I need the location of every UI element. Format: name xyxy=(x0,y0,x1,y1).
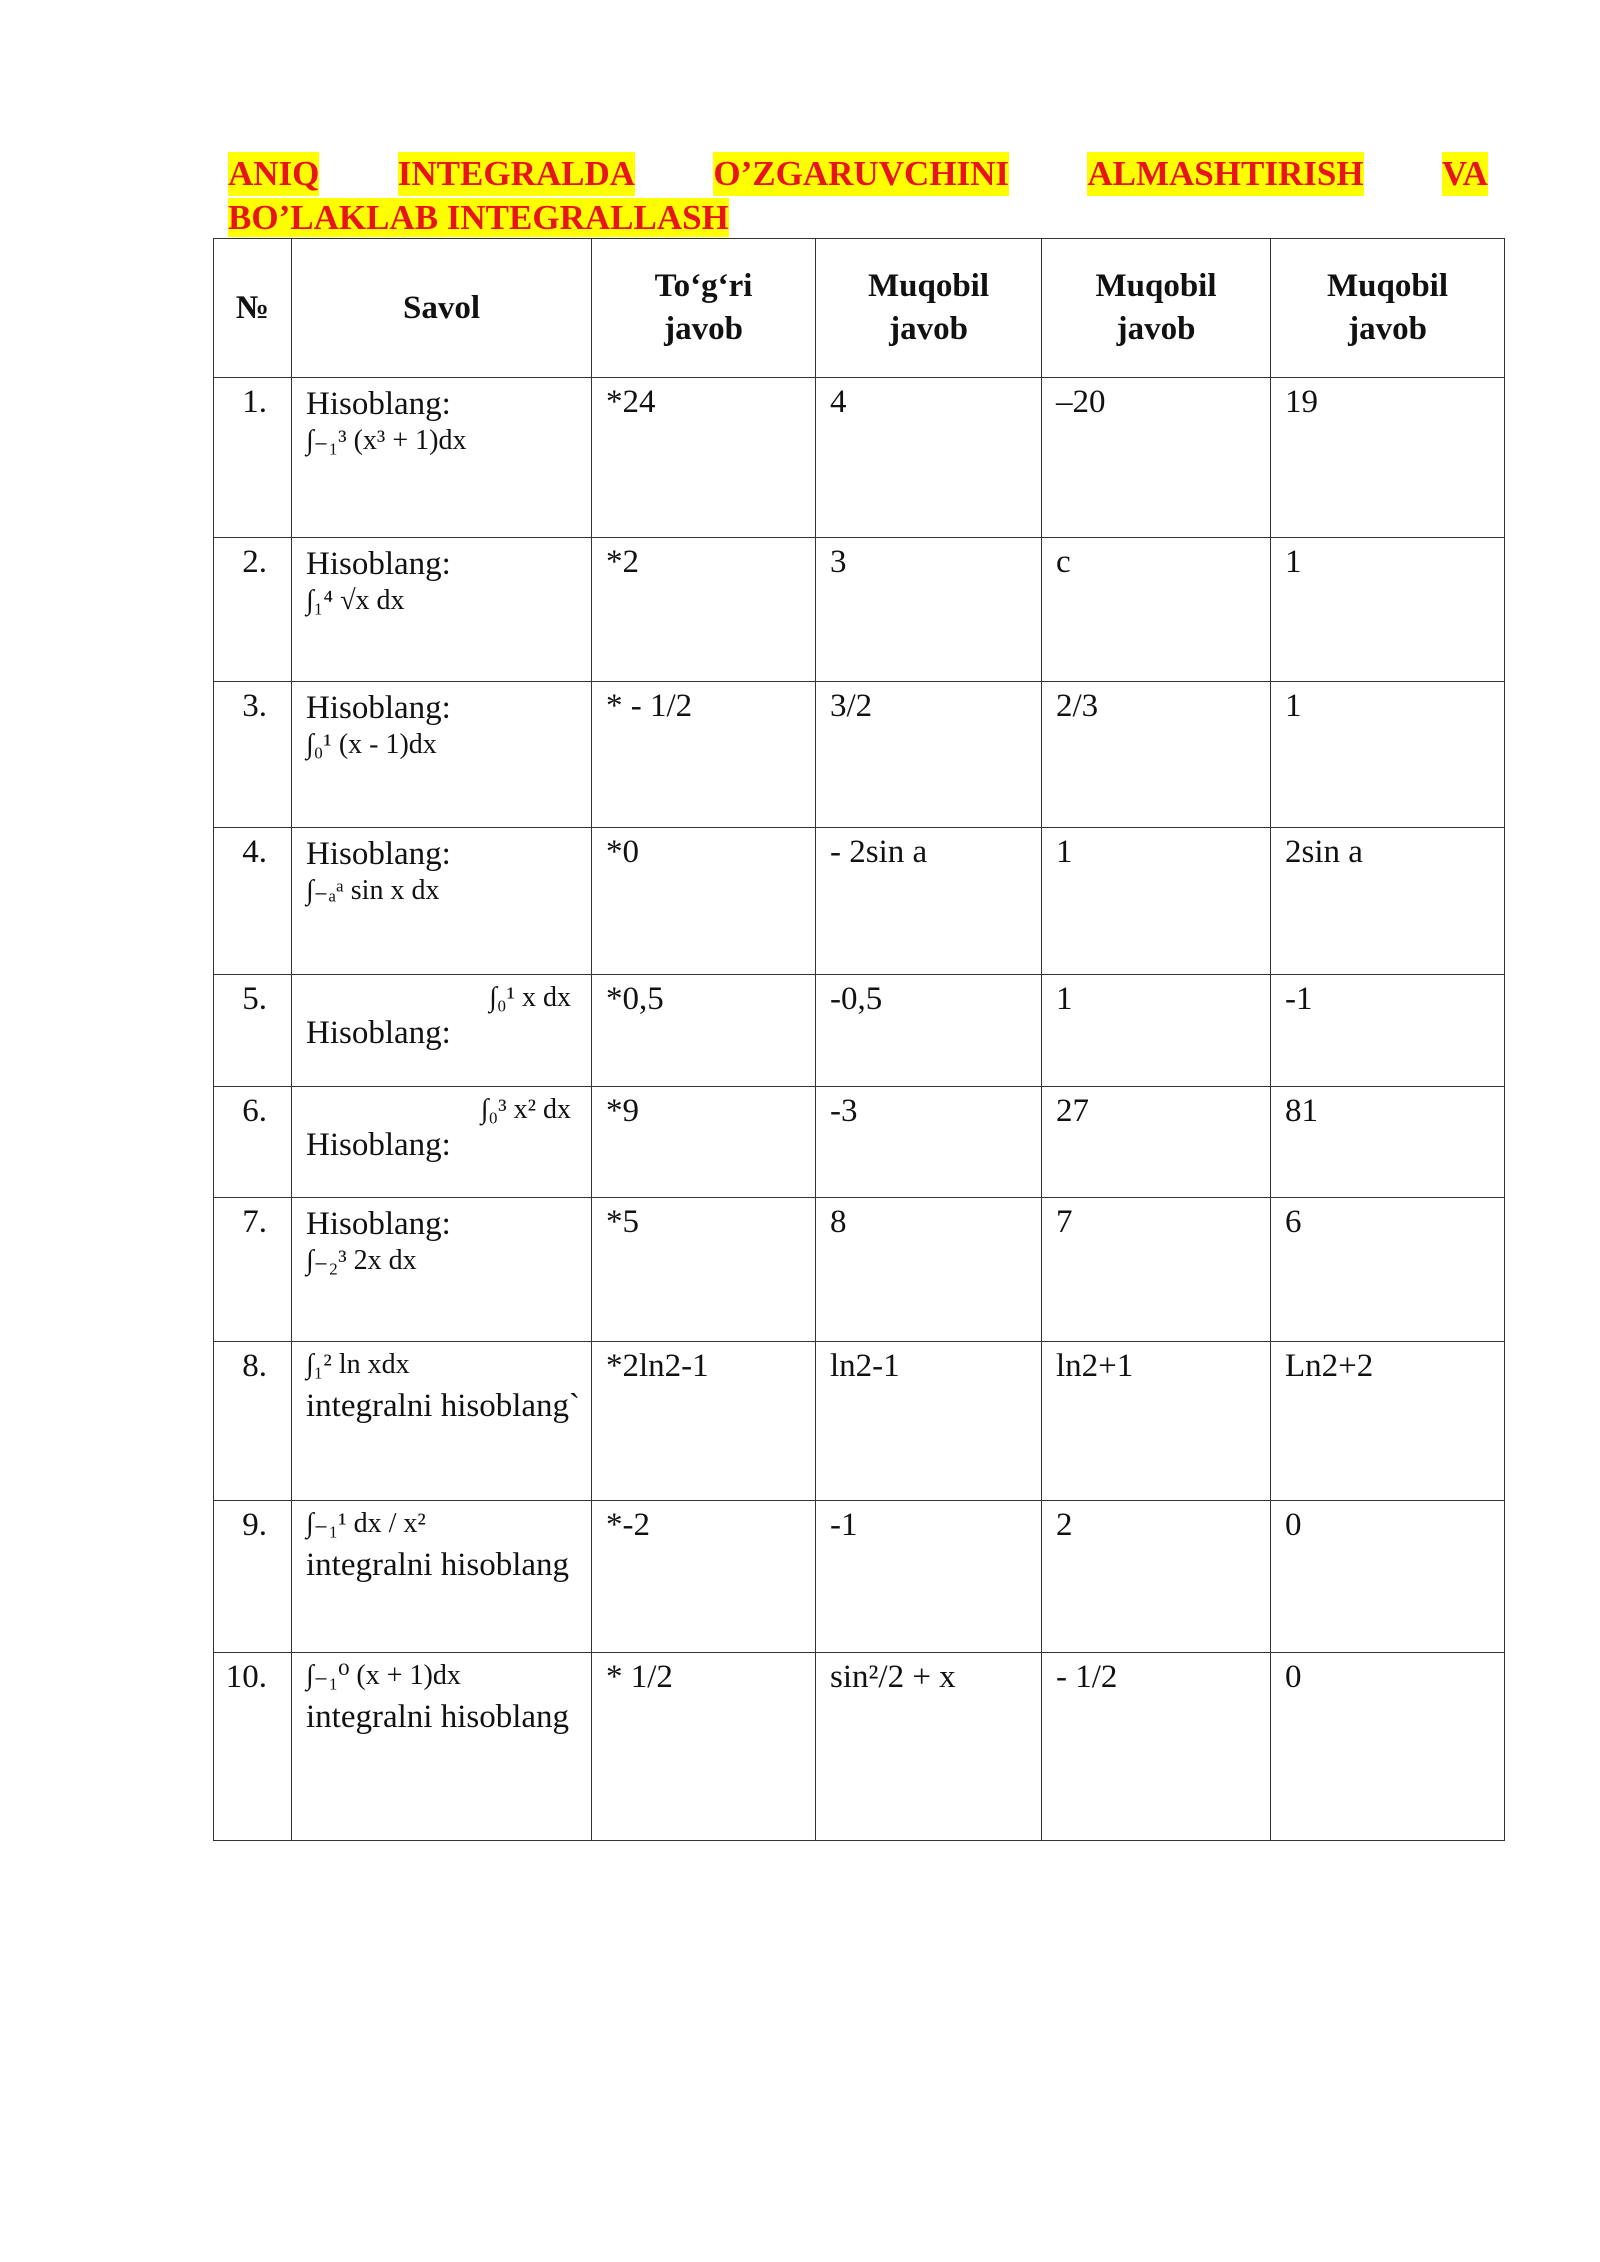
alternative-answer: 2 xyxy=(1042,1501,1271,1653)
question-label: Hisoblang: xyxy=(306,690,451,726)
row-number: 10. xyxy=(214,1653,292,1841)
correct-answer: * - 1/2 xyxy=(592,682,816,828)
correct-answer: *0 xyxy=(592,828,816,975)
alternative-answer: -3 xyxy=(816,1087,1042,1198)
alternative-answer: -0,5 xyxy=(816,975,1042,1087)
alternative-answer: 1 xyxy=(1271,538,1505,682)
header-alternative-3: Muqobil javob xyxy=(1271,239,1505,378)
alternative-answer: 7 xyxy=(1042,1198,1271,1342)
alternative-answer: -1 xyxy=(1271,975,1505,1087)
question-label: integralni hisoblang xyxy=(306,1699,570,1735)
row-number: 6. xyxy=(214,1087,292,1198)
alternative-answer: 3/2 xyxy=(816,682,1042,828)
row-number: 5. xyxy=(214,975,292,1087)
alternative-answer: 81 xyxy=(1271,1087,1505,1198)
question-label: Hisoblang: xyxy=(306,1206,451,1242)
correct-answer: *5 xyxy=(592,1198,816,1342)
table-row xyxy=(214,975,1505,1087)
alternative-answer: 1 xyxy=(1271,682,1505,828)
integral-formula: ∫₋₁³ (x³ + 1)dx xyxy=(306,425,467,456)
table-row xyxy=(214,1342,1505,1501)
integral-formula: ∫₀¹ x dx xyxy=(489,982,571,1013)
correct-answer: *24 xyxy=(592,378,816,538)
alternative-answer: 27 xyxy=(1042,1087,1271,1198)
alternative-answer: 8 xyxy=(816,1198,1042,1342)
table-row xyxy=(214,1087,1505,1198)
correct-answer: *9 xyxy=(592,1087,816,1198)
integral-formula: ∫₋₂³ 2x dx xyxy=(306,1245,417,1276)
question-cell xyxy=(292,378,592,538)
question-cell xyxy=(292,538,592,682)
alternative-answer: 6 xyxy=(1271,1198,1505,1342)
table-row xyxy=(214,682,1505,828)
alternative-answer: c xyxy=(1042,538,1271,682)
correct-answer: *-2 xyxy=(592,1501,816,1653)
alternative-answer: -1 xyxy=(816,1501,1042,1653)
row-number: 7. xyxy=(214,1198,292,1342)
alternative-answer: Ln2+2 xyxy=(1271,1342,1505,1501)
question-label: Hisoblang: xyxy=(306,1127,451,1163)
title-line-2: BO’LAKLAB INTEGRALLASH xyxy=(228,198,729,237)
integral-formula: ∫₋ₐᵃ sin x dx xyxy=(306,875,440,906)
correct-answer: *2ln2-1 xyxy=(592,1342,816,1501)
question-label: Hisoblang: xyxy=(306,546,451,582)
header-number: № xyxy=(214,239,292,378)
question-cell xyxy=(292,1501,592,1653)
title-line-1 xyxy=(228,152,1488,196)
question-cell xyxy=(292,682,592,828)
integral-formula: ∫₀³ x² dx xyxy=(480,1094,571,1125)
row-number: 2. xyxy=(214,538,292,682)
question-cell xyxy=(292,1087,592,1198)
alternative-answer: 2/3 xyxy=(1042,682,1271,828)
header-alternative-1: Muqobil javob xyxy=(816,239,1042,378)
table-row xyxy=(214,1501,1505,1653)
alternative-answer: 4 xyxy=(816,378,1042,538)
alternative-answer: ln2+1 xyxy=(1042,1342,1271,1501)
table-row xyxy=(214,828,1505,975)
alternative-answer: 3 xyxy=(816,538,1042,682)
alternative-answer: - 2sin a xyxy=(816,828,1042,975)
integral-formula: ∫₋₁⁰ (x + 1)dx xyxy=(306,1660,461,1691)
question-cell xyxy=(292,1198,592,1342)
document-title xyxy=(228,152,1488,240)
header-alternative-2: Muqobil javob xyxy=(1042,239,1271,378)
title-word: VA xyxy=(1442,152,1488,196)
question-label: Hisoblang: xyxy=(306,1015,451,1051)
question-cell xyxy=(292,1342,592,1501)
alternative-answer: sin²/2 + x xyxy=(816,1653,1042,1841)
question-label: Hisoblang: xyxy=(306,386,451,422)
row-number: 9. xyxy=(214,1501,292,1653)
row-number: 1. xyxy=(214,378,292,538)
alternative-answer: - 1/2 xyxy=(1042,1653,1271,1841)
row-number: 8. xyxy=(214,1342,292,1501)
row-number: 3. xyxy=(214,682,292,828)
question-cell xyxy=(292,975,592,1087)
integral-formula: ∫₁² ln xdx xyxy=(306,1349,410,1380)
table-row xyxy=(214,378,1505,538)
alternative-answer: 1 xyxy=(1042,975,1271,1087)
question-cell xyxy=(292,1653,592,1841)
questions-table xyxy=(213,238,1505,1841)
integral-formula: ∫₁⁴ √x dx xyxy=(306,585,405,616)
header-question: Savol xyxy=(292,239,592,378)
header-row xyxy=(214,239,1505,378)
alternative-answer: 19 xyxy=(1271,378,1505,538)
alternative-answer: 1 xyxy=(1042,828,1271,975)
title-word: O’ZGARUVCHINI xyxy=(713,152,1009,196)
alternative-answer: 0 xyxy=(1271,1653,1505,1841)
alternative-answer: ln2-1 xyxy=(816,1342,1042,1501)
correct-answer: * 1/2 xyxy=(592,1653,816,1841)
alternative-answer: 2sin a xyxy=(1271,828,1505,975)
alternative-answer: 0 xyxy=(1271,1501,1505,1653)
title-word: ALMASHTIRISH xyxy=(1087,152,1363,196)
integral-formula: ∫₋₁¹ dx / x² xyxy=(306,1508,426,1539)
title-word: INTEGRALDA xyxy=(398,152,635,196)
question-cell xyxy=(292,828,592,975)
question-label: integralni hisoblang xyxy=(306,1547,570,1583)
integral-formula: ∫₀¹ (x - 1)dx xyxy=(306,729,437,760)
alternative-answer: –20 xyxy=(1042,378,1271,538)
table-row xyxy=(214,538,1505,682)
row-number: 4. xyxy=(214,828,292,975)
table-row xyxy=(214,1198,1505,1342)
question-label: integralni hisoblang` xyxy=(306,1388,581,1424)
header-correct-answer: To‘g‘ri javob xyxy=(592,239,816,378)
question-label: Hisoblang: xyxy=(306,836,451,872)
correct-answer: *2 xyxy=(592,538,816,682)
table-row xyxy=(214,1653,1505,1841)
correct-answer: *0,5 xyxy=(592,975,816,1087)
title-word: ANIQ xyxy=(228,152,319,196)
